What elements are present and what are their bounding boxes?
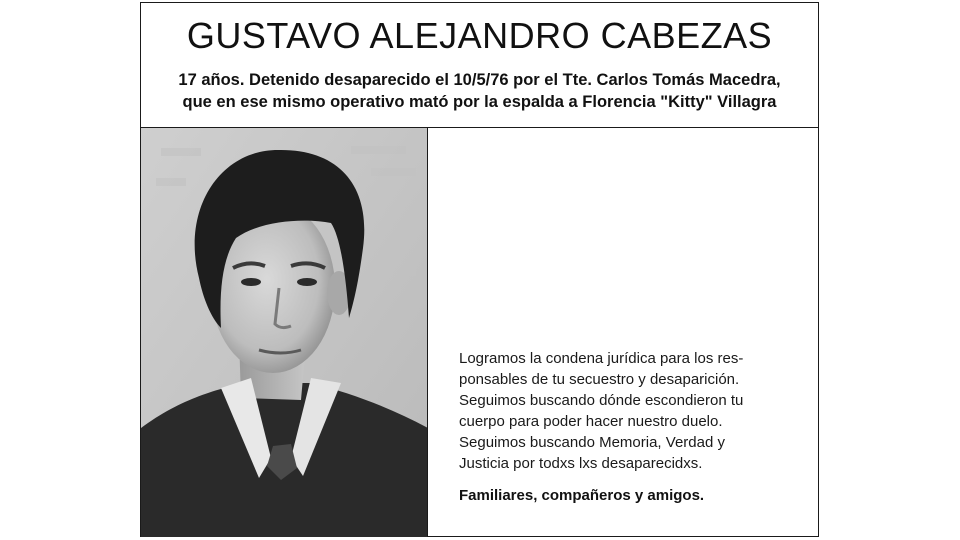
message-line: ponsables de tu secuestro y desaparición. xyxy=(459,371,740,388)
message-line: cuerpo para poder hacer nuestro duelo. xyxy=(459,413,723,430)
message-line: Logramos la condena jurídica para los res- xyxy=(459,350,744,367)
subtitle-line: 17 años. Detenido desaparecido el 10/5/76 por el Tte. Carlos Tomás Macedra, xyxy=(178,71,781,89)
subtitle-line: que en ese mismo operativo mató por la espalda a Florencia "Kitty" Villagra xyxy=(182,93,777,111)
message-line: Seguimos buscando Memoria, Verdad y xyxy=(459,434,725,451)
message-line: Justicia por todxs lxs desaparecidxs. xyxy=(459,455,703,472)
memorial-notice xyxy=(140,2,819,537)
memorial-message xyxy=(459,348,799,474)
signature: Familiares, compañeros y amigos. xyxy=(459,487,705,504)
message-line: Seguimos buscando dónde escondieron tu xyxy=(459,392,744,409)
notice-header xyxy=(141,3,818,128)
person-name: GUSTAVO ALEJANDRO CABEZAS xyxy=(186,15,773,56)
notice-subtitle xyxy=(141,69,818,113)
portrait-photo xyxy=(141,128,428,537)
